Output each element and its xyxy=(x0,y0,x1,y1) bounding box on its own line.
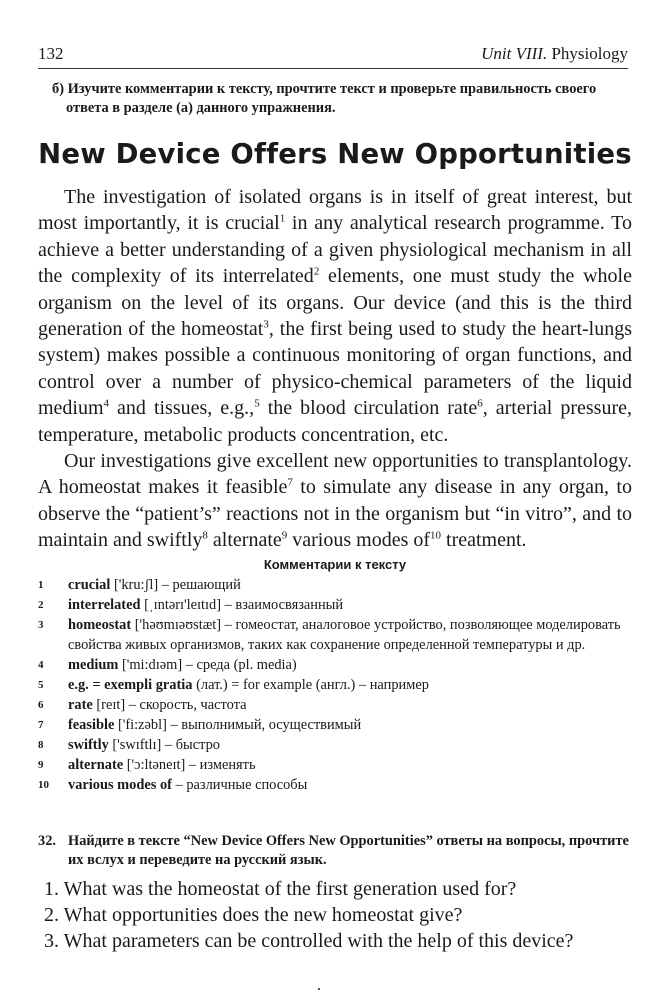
note-term: rate xyxy=(68,697,93,713)
note-term: swiftly xyxy=(68,737,109,753)
note-text: ['həʊmɪəʊstæt] – гомеостат, аналоговое устройство, позволяющее моделировать свойства живых организмов, таких как сохранение определенной температуры и др. xyxy=(68,617,621,653)
notes-list xyxy=(38,575,632,795)
note-number: 8 xyxy=(38,739,44,751)
note-term: homeostat xyxy=(68,617,132,633)
running-head-unit: Unit VIII. xyxy=(481,44,548,63)
note-term: feasible xyxy=(68,717,115,733)
note-number: 9 xyxy=(38,759,44,771)
note-number: 1 xyxy=(38,579,44,591)
header-rule xyxy=(38,68,628,69)
note-item xyxy=(38,755,632,775)
note-text: ['kru:ʃl] – решающий xyxy=(110,577,241,593)
note-number: 2 xyxy=(38,599,44,611)
note-term: alternate xyxy=(68,757,124,773)
question-item: 3. What parameters can be controlled with the help of this device? xyxy=(44,930,574,952)
article-paragraph-1: The investigation of isolated organs is in itself of great interest, but most importantly, it is crucial$^1$ in any analytical research programme. To achieve a better understanding of a given physiological mechanism in all the complexity of its interrelated$^2$ elements, one must study the whole organism on the level of its organs. Our device (and this is the third generation of the homeostat$^3$, the first being used to study the heart-lungs system) makes possible a continuous monitoring of organ functions, and control over a number of physico-chemical parameters of the liquid medium$^4$ and tissues, e.g.,$^5$ the blood circulation rate$^6$, arterial pressure, temperature, metabolic products concentration, etc. xyxy=(38,186,633,446)
note-text: – различные способы xyxy=(171,777,308,793)
note-term: medium xyxy=(68,657,119,673)
note-item xyxy=(38,615,632,655)
note-term: various modes of xyxy=(68,777,172,793)
note-item xyxy=(38,655,632,675)
note-term: interrelated xyxy=(68,597,141,613)
note-text: [ˌɪntərɪ'leɪtɪd] – взаимосвязанный xyxy=(140,597,344,613)
questions-list xyxy=(40,876,632,954)
note-item xyxy=(38,715,632,735)
task-32-text: Найдите в тексте “New Device Offers New Opportunities” ответы на вопросы, прочтите их вслух и переведите на русский язык. xyxy=(68,833,629,868)
note-number: 5 xyxy=(38,679,44,691)
task-32 xyxy=(38,832,632,870)
page-number: 132 xyxy=(38,44,64,63)
question-item: 1. What was the homeostat of the first generation used for? xyxy=(44,878,517,900)
note-number: 7 xyxy=(38,719,44,731)
question-item: 2. What opportunities does the new homeostat give? xyxy=(44,904,463,926)
note-term: e.g. = exempli gratia xyxy=(68,677,193,693)
note-item xyxy=(38,695,632,715)
note-number: 10 xyxy=(38,779,49,791)
task-32-label: 32. xyxy=(38,833,56,849)
note-number: 3 xyxy=(38,619,44,631)
note-item xyxy=(38,735,632,755)
running-head xyxy=(481,44,628,64)
instruction-b-text: Изучите комментарии к тексту, прочтите текст и проверьте правильность своего ответа в разделе (а) данного упражнения. xyxy=(66,81,597,116)
note-text: ['ɔ:ltəneɪt] – изменять xyxy=(123,757,256,773)
notes-title: Комментарии к тексту xyxy=(263,557,407,572)
note-text: [reɪt] – скорость, частота xyxy=(92,697,247,713)
instruction-b-label: б) xyxy=(52,81,64,97)
article-paragraph-2: Our investigations give excellent new opportunities to transplantology. A homeostat makes it feasible$^7$ to simulate any disease in any organ, to observe the “patient’s” reactions not in the organism but “in vitro”, and to maintain and swiftly$^8$ alternate$^9$ various modes $of^{10}$ treatment. xyxy=(38,450,632,552)
note-number: 4 xyxy=(38,659,44,671)
article-title: New Device Offers New Opportunities xyxy=(38,138,632,170)
article-body xyxy=(38,184,632,554)
running-head-topic: Physiology xyxy=(551,44,628,63)
note-number: 6 xyxy=(38,699,44,711)
page-speck xyxy=(318,988,320,990)
note-term: crucial xyxy=(68,577,111,593)
note-item xyxy=(38,595,632,615)
note-item xyxy=(38,775,632,795)
note-text: ['mi:dɪəm] – среда (pl. media) xyxy=(118,657,297,673)
instruction-b xyxy=(52,80,632,118)
page-header xyxy=(38,44,628,66)
note-text: (лат.) = for example (англ.) – например xyxy=(192,677,429,693)
note-item xyxy=(38,675,632,695)
note-text: ['fi:zəbl] – выполнимый, осуществимый xyxy=(114,717,362,733)
note-item xyxy=(38,575,632,595)
note-text: ['swɪftlɪ] – быстро xyxy=(108,737,220,753)
